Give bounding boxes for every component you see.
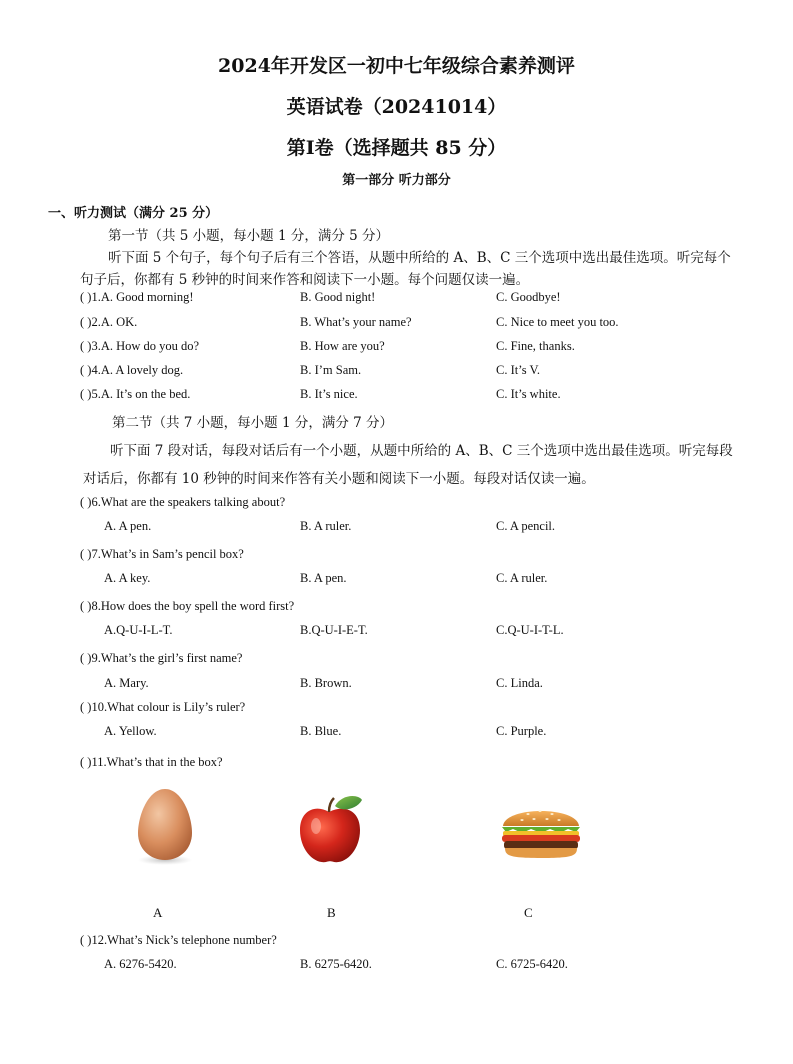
question-2-option-b: B. What’s your name? — [300, 315, 412, 329]
subsection1-instructions-line2: 句子后，你都有 5 秒钟的时间来作答和阅读下一小题。每个问题仅读一遍。 — [80, 272, 530, 288]
question-11-stem: ( )11.What’s that in the box? — [80, 755, 223, 769]
question-1-stem: ( )1.A. Good morning! — [80, 290, 194, 304]
question-5-option-c: C. It’s white. — [496, 387, 561, 401]
egg-picture — [134, 786, 196, 866]
question-6-stem: ( )6.What are the speakers talking about? — [80, 495, 286, 509]
question-8-stem: ( )8.How does the boy spell the word first? — [80, 599, 295, 613]
question-9-option-a: A. Mary. — [104, 676, 149, 690]
question-7-option-c: C. A ruler. — [496, 571, 548, 585]
question-11-label-a: A — [153, 905, 163, 920]
question-8-option-b: B.Q-U-I-E-T. — [300, 623, 368, 637]
volume-title: 第Ⅰ卷（选择题共 85 分） — [286, 137, 507, 159]
hamburger-picture — [500, 800, 582, 860]
question-7-stem: ( )7.What’s in Sam’s pencil box? — [80, 547, 244, 561]
question-12-option-a: A. 6276-5420. — [104, 957, 177, 971]
question-6-option-c: C. A pencil. — [496, 519, 556, 533]
question-10-stem: ( )10.What colour is Lily’s ruler? — [80, 700, 246, 714]
exam-title: 2024年开发区一初中七年级综合素养测评 — [218, 55, 575, 77]
question-12-option-b: B. 6275-6420. — [300, 957, 372, 971]
question-1-option-c: C. Goodbye! — [496, 290, 561, 304]
question-4-option-c: C. It’s V. — [496, 363, 541, 377]
question-12-option-c: C. 6725-6420. — [496, 957, 568, 971]
question-2-stem: ( )2.A. OK. — [80, 315, 138, 329]
question-6-option-a: A. A pen. — [104, 519, 152, 533]
question-11-label-c: C — [524, 905, 533, 920]
subsection2-instructions-line2: 对话后，你都有 10 秒钟的时间来作答有关小题和阅读下一小题。每段对话仅读一遍。 — [83, 471, 595, 487]
question-11-label-b: B — [327, 905, 336, 920]
question-8-option-c: C.Q-U-I-T-L. — [496, 623, 564, 637]
question-5-option-b: B. It’s nice. — [300, 387, 358, 401]
subsection2-instructions-line1: 听下面 7 段对话，每段对话后有一个小题，从题中所给的 A、B、C 三个选项中选出最佳选项。听完每段 — [110, 443, 733, 459]
question-10-option-c: C. Purple. — [496, 724, 547, 738]
part-title: 第一部分 听力部分 — [342, 173, 451, 188]
question-2-option-c: C. Nice to meet you too. — [496, 315, 619, 329]
question-10-option-a: A. Yellow. — [104, 724, 157, 738]
question-10-option-b: B. Blue. — [300, 724, 342, 738]
question-7-option-b: B. A pen. — [300, 571, 347, 585]
question-5-stem: ( )5.A. It’s on the bed. — [80, 387, 191, 401]
question-9-option-b: B. Brown. — [300, 676, 352, 690]
question-3-option-b: B. How are you? — [300, 339, 385, 353]
exam-subtitle: 英语试卷（20241014） — [286, 96, 507, 118]
question-7-option-a: A. A key. — [104, 571, 151, 585]
question-1-option-b: B. Good night! — [300, 290, 376, 304]
section-heading: 一、听力测试（满分 25 分） — [48, 206, 219, 221]
question-6-option-b: B. A ruler. — [300, 519, 352, 533]
subsection1-instructions-line1: 听下面 5 个句子，每个句子后有三个答语，从题中所给的 A、B、C 三个选项中选出最佳选项。听完每个 — [108, 250, 731, 266]
apple-picture — [296, 794, 366, 866]
question-12-stem: ( )12.What’s Nick’s telephone number? — [80, 933, 277, 947]
question-9-stem: ( )9.What’s the girl’s first name? — [80, 651, 243, 665]
subsection1-title: 第一节（共 5 小题，每小题 1 分，满分 5 分） — [108, 228, 390, 244]
question-3-stem: ( )3.A. How do you do? — [80, 339, 200, 353]
subsection2-title: 第二节（共 7 小题，每小题 1 分，满分 7 分） — [112, 415, 394, 431]
question-9-option-c: C. Linda. — [496, 676, 543, 690]
question-4-stem: ( )4.A. A lovely dog. — [80, 363, 184, 377]
question-4-option-b: B. I’m Sam. — [300, 363, 362, 377]
question-3-option-c: C. Fine, thanks. — [496, 339, 575, 353]
question-8-option-a: A.Q-U-I-L-T. — [104, 623, 173, 637]
